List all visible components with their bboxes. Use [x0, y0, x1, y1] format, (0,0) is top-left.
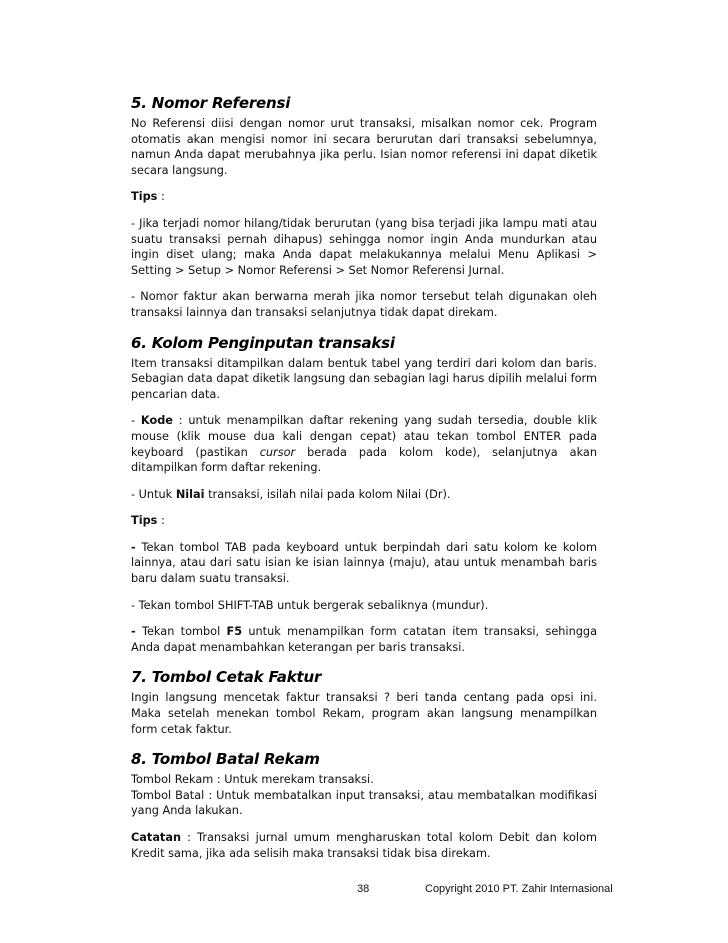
catatan-text: : Transaksi jurnal umum mengharuskan total kolom Debit dan kolom Kredit sama, jika ada selisih maka transaksi tidak bisa direkam. [131, 831, 597, 860]
section-6-nilai [131, 487, 597, 503]
section-5-body: No Referensi diisi dengan nomor urut transaksi, misalkan nomor cek. Program otomatis akan mengisi nomor ini secara berurutan dari transaksi sebelumnya, namun Anda dapat merubahnya jika perlu. Isian nomor referensi ini dapat diketik secara langsung. [131, 117, 597, 177]
section-8-line-1: Tombol Rekam : Untuk merekam transaksi. [131, 773, 374, 787]
tips-label: Tips [131, 190, 158, 204]
section-8-line-2: Tombol Batal : Untuk membatalkan input transaksi, atau membatalkan modifikasi yang Anda lakukan. [131, 788, 597, 818]
nilai-prefix: - Untuk [131, 487, 176, 501]
document-page [131, 94, 597, 861]
section-8-catatan [131, 830, 597, 861]
kode-text-2: berada pada kolom kode), selanjutnya akan ditampilkan form daftar rekening. [131, 445, 597, 475]
section-5-title: 5. Nomor Referensi [131, 94, 291, 112]
section-6-title: 6. Kolom Penginputan transaksi [131, 333, 395, 352]
kode-cursor: cursor [259, 445, 296, 459]
tips-colon: : [157, 190, 165, 204]
tip-1-text: Tekan tombol TAB pada keyboard untuk berpindah dari satu kolom ke kolom lainnya, atau dari satu isian ke isian lainnya (maju), atau untuk menambah baris baru dalam suatu transaksi. [131, 540, 597, 586]
kode-text-1: : untuk menampilkan daftar rekening yang sudah tersedia, double klik mouse (klik mouse dua kali dengan cepat) atau tekan tombol ENTER pada keyboard (pastikan [131, 414, 597, 459]
tip-3-text-b: untuk menampilkan form catatan item transaksi, sehingga Anda dapat menambahkan keterangan per baris transaksi. [131, 625, 597, 654]
f5-key: F5 [226, 625, 243, 639]
tips-colon: : [157, 514, 165, 528]
section-5-tip-1: - Jika terjadi nomor hilang/tidak berurutan (yang bisa terjadi jika lampu mati atau suatu transaksi pernah dihapus) sehingga nomor ingin Anda mundurkan atau ingin diset ulang; maka Anda dapat melakukannya melalui Menu Aplikasi > Setting > Setup > Nomor Referensi > Set Nomor Referensi Jurnal. [131, 216, 597, 277]
tip-1-dash: - [131, 540, 136, 554]
tip-3-text-a: Tekan tombol [135, 625, 227, 639]
section-8-title: 8. Tombol Batal Rekam [131, 750, 320, 769]
section-6-tip-1 [131, 540, 597, 587]
section-6-kode [131, 413, 597, 475]
section-5-tip-2: - Nomor faktur akan berwarna merah jika nomor tersebut telah digunakan oleh transaksi lainnya dan transaksi selanjutnya tidak dapat direkam. [131, 290, 597, 319]
kode-prefix: - [131, 414, 141, 428]
nilai-text: transaksi, isilah nilai pada kolom Nilai (Dr). [204, 487, 451, 501]
section-6-tip-2: - Tekan tombol SHIFT-TAB untuk bergerak sebaliknya (mundur). [131, 598, 489, 612]
copyright-text: Copyright 2010 PT. Zahir Internasional [425, 883, 613, 895]
kode-label: Kode [140, 414, 173, 428]
nilai-label: Nilai [175, 487, 205, 501]
catatan-label: Catatan [131, 831, 182, 844]
tips-label: Tips [131, 514, 158, 528]
section-6-tips [131, 513, 597, 529]
section-6-body: Item transaksi ditampilkan dalam bentuk tabel yang terdiri dari kolom dan baris. Sebagian data dapat diketik langsung dan sebagian lagi harus dipilih melalui form pencarian data. [131, 356, 598, 401]
section-7-body: Ingin langsung mencetak faktur transaksi ? beri tanda centang pada opsi ini. Maka setelah menekan tombol Rekam, program akan langsung menampilkan form cetak faktur. [131, 691, 597, 736]
page-number: 38 [357, 883, 370, 895]
tip-3-dash: - [131, 625, 136, 639]
section-7-title: 7. Tombol Cetak Faktur [131, 668, 322, 687]
section-6-tip-3 [131, 624, 597, 655]
section-5-tips [131, 189, 597, 205]
